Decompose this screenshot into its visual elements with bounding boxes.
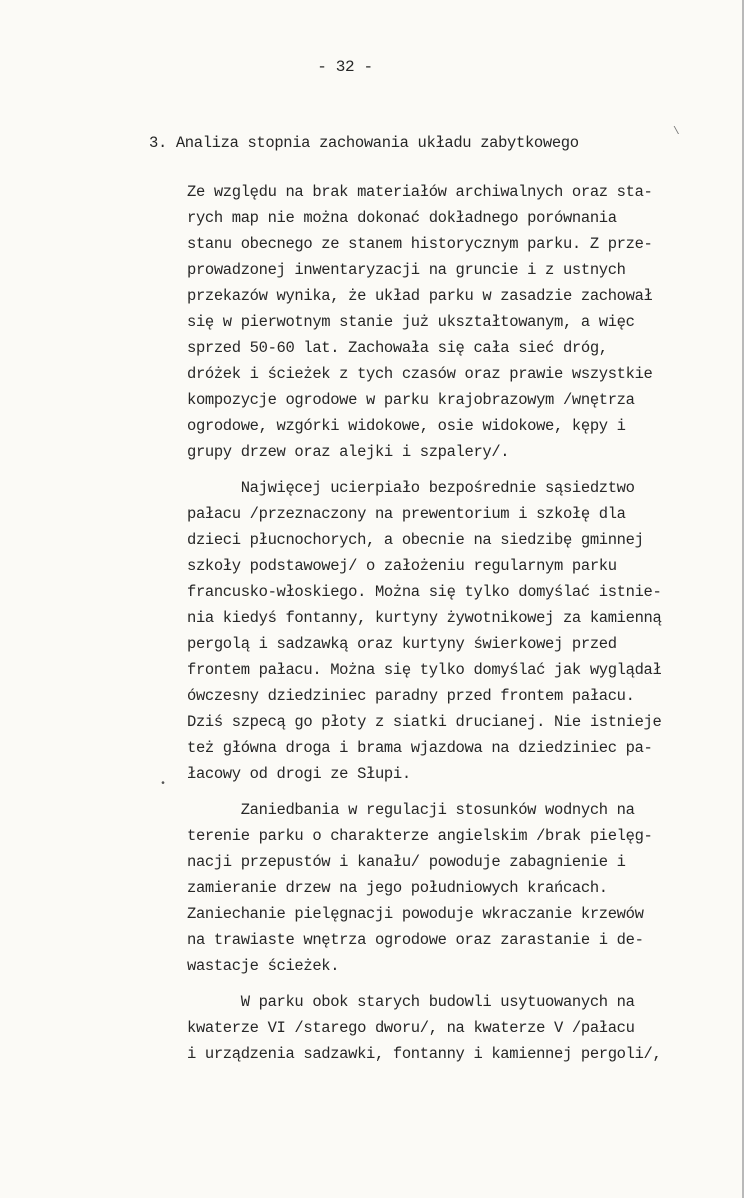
text-line: frontem pałacu. Można się tylko domyślać jak wyglądał bbox=[187, 661, 662, 679]
text-line: zamieranie drzew na jego południowych krańcach. bbox=[187, 879, 608, 897]
text-line: nacji przepustów i kanału/ powoduje zabagnienie i bbox=[187, 853, 626, 871]
text-line: ówczesny dziedziniec paradny przed frontem pałacu. bbox=[187, 687, 635, 705]
text-line: też główna droga i brama wjazdowa na dziedziniec pa- bbox=[187, 739, 653, 757]
text-line: dróżek i ścieżek z tych czasów oraz prawie wszystkie bbox=[187, 365, 653, 383]
text-line: ogrodowe, wzgórki widokowe, osie widokowe, kępy i bbox=[187, 417, 626, 435]
text-line: Ze względu na brak materiałów archiwalnych oraz sta- bbox=[187, 183, 653, 201]
text-line: szkoły podstawowej/ o założeniu regularnym parku bbox=[187, 557, 617, 575]
ink-dot-mark: • bbox=[160, 779, 166, 790]
text-line: się w pierwotnym stanie już ukształtowanym, a więc bbox=[187, 313, 635, 331]
text-line: pałacu /przeznaczony na prewentorium i szkołę dla bbox=[187, 505, 626, 523]
text-line: kompozycje ogrodowe w parku krajobrazowym /wnętrza bbox=[187, 391, 635, 409]
text-line: francusko-włoskiego. Można się tylko domyślać istnie- bbox=[187, 583, 662, 601]
text-line: i urządzenia sadzawki, fontanny i kamiennej pergoli/, bbox=[187, 1045, 662, 1063]
text-line: wastacje ścieżek. bbox=[187, 957, 340, 975]
ink-tick-mark: \ bbox=[673, 126, 680, 138]
text-line: pergolą i sadzawką oraz kurtyny świerkowej przed bbox=[187, 635, 617, 653]
text-line: przekazów wynika, że układ parku w zasadzie zachował bbox=[187, 287, 653, 305]
text-line: Zaniedbania w regulacji stosunków wodnych na bbox=[187, 801, 635, 819]
page-edge-border bbox=[742, 0, 756, 1198]
text-line: Najwięcej ucierpiało bezpośrednie sąsiedztwo bbox=[187, 479, 635, 497]
text-line: sprzed 50-60 lat. Zachowała się cała sieć dróg, bbox=[187, 339, 608, 357]
text-line: stanu obecnego ze stanem historycznym parku. Z prze- bbox=[187, 235, 653, 253]
section-heading: 3. Analiza stopnia zachowania układu zabytkowego bbox=[149, 134, 579, 152]
text-line: łacowy od drogi ze Słupi. bbox=[187, 765, 411, 783]
text-line: prowadzonej inwentaryzacji na gruncie i z ustnych bbox=[187, 261, 626, 279]
text-line: Zaniechanie pielęgnacji powoduje wkraczanie krzewów bbox=[187, 905, 644, 923]
text-line: grupy drzew oraz alejki i szpalery/. bbox=[187, 443, 510, 461]
text-line: Dziś szpecą go płoty z siatki drucianej. Nie istnieje bbox=[187, 713, 662, 731]
text-line: kwaterze VI /starego dworu/, na kwaterze V /pałacu bbox=[187, 1019, 635, 1037]
page-number: - 32 - bbox=[317, 58, 373, 76]
text-line: nia kiedyś fontanny, kurtyny żywotnikowej za kamienną bbox=[187, 609, 662, 627]
text-line: na trawiaste wnętrza ogrodowe oraz zarastanie i de- bbox=[187, 931, 644, 949]
text-line: W parku obok starych budowli usytuowanych na bbox=[187, 993, 635, 1011]
text-line: terenie parku o charakterze angielskim /brak pielęg- bbox=[187, 827, 653, 845]
text-line: dzieci płucnochorych, a obecnie na siedzibę gminnej bbox=[187, 531, 644, 549]
text-line: rych map nie można dokonać dokładnego porównania bbox=[187, 209, 617, 227]
